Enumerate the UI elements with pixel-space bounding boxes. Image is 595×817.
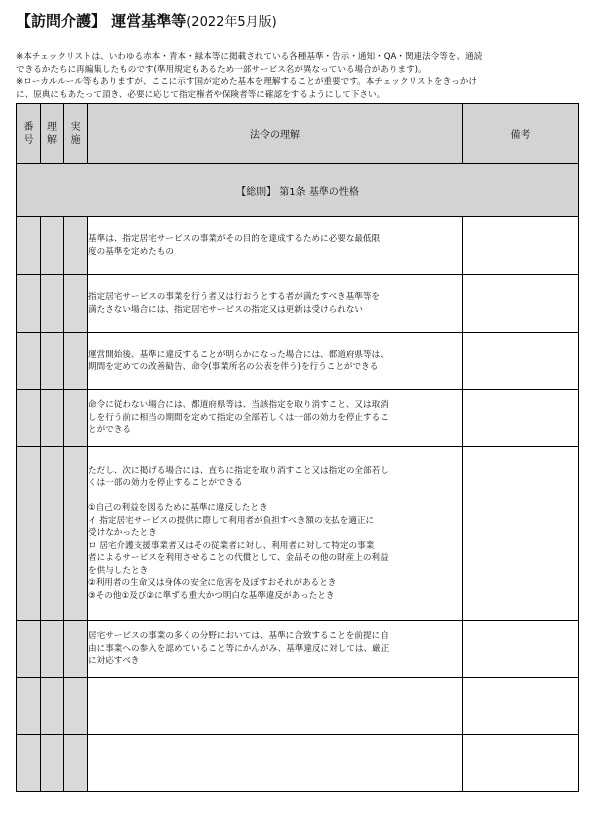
law-text-line: 満たさない場合には、指定居宅サービスの指定又は更新は受けられない (88, 304, 364, 315)
table-row (17, 735, 579, 792)
understanding-check-cell[interactable] (41, 447, 64, 621)
law-text-line: 者によるサービスを利用させることの代償として、金品その他の財産上の利益 (88, 553, 389, 564)
remarks-cell[interactable] (463, 217, 579, 275)
law-text-cell (88, 390, 463, 447)
understanding-check-cell[interactable] (41, 333, 64, 390)
implementation-check-cell[interactable] (64, 621, 88, 678)
law-text-line: とができる (88, 425, 131, 436)
law-text-line: 命令に従わない場合には、都道府県等は、当該指定を取り消すこと、又は取消 (88, 400, 389, 411)
law-text-line: に対応すべき (88, 656, 140, 667)
remarks-cell[interactable] (463, 275, 579, 333)
understanding-check-cell[interactable] (41, 390, 64, 447)
number-cell (17, 275, 41, 333)
section-row (17, 164, 579, 217)
remarks-cell[interactable] (463, 390, 579, 447)
understanding-check-cell[interactable] (41, 621, 64, 678)
law-text-line: ロ 居宅介護支援事業者又はその従業者に対し、利用者に対して特定の事業 (88, 540, 375, 551)
law-text-line: 運営開始後、基準に違反することが明らかになった場合には、都道府県等は、 (88, 349, 389, 360)
note-line: ※ローカルルール等もありますが、ここに示す国が定めた基本を理解することが重要です。本チェックリストをきっかけ (16, 77, 477, 88)
header-understanding: 理 解 (41, 104, 64, 164)
implementation-check-cell[interactable] (64, 275, 88, 333)
law-text-cell (88, 447, 463, 621)
law-text-line: 居宅サービスの事業の多くの分野においては、基準に合致することを前提に自 (88, 631, 389, 642)
header-law: 法令の理解 (88, 104, 463, 164)
understanding-check-cell[interactable] (41, 678, 64, 735)
law-text-line: 指定居宅サービスの事業を行う者又は行おうとする者が満たすべき基準等を (88, 292, 381, 302)
law-text-cell (88, 621, 463, 678)
implementation-check-cell[interactable] (64, 217, 88, 275)
law-text-line: ①自己の利益を図るために基準に違反したとき (88, 503, 268, 514)
remarks-cell[interactable] (463, 735, 579, 792)
law-text-cell (88, 678, 463, 735)
law-text-line: を供与したとき (88, 565, 149, 576)
law-text-line: ③その他①及び②に準ずる重大かつ明白な基準違反があったとき (88, 590, 335, 601)
note-line: できるかたちに再編集したものです(準用規定もあるため一部サービス名が異なっている場合があります)。 (16, 64, 427, 75)
number-cell (17, 447, 41, 621)
implementation-check-cell[interactable] (64, 390, 88, 447)
table-row (17, 275, 579, 333)
understanding-check-cell[interactable] (41, 217, 64, 275)
implementation-check-cell[interactable] (64, 447, 88, 621)
section-title: 【総則】 第1条 基準の性格 (17, 164, 579, 217)
law-text-line: 期間を定めての改善勧告、命令(事業所名の公表を伴う)を行うことができる (88, 362, 379, 372)
remarks-cell[interactable] (463, 447, 579, 621)
title-text: 【訪問介護】 運営基準等 (16, 12, 187, 30)
number-cell (17, 217, 41, 275)
remarks-cell[interactable] (463, 333, 579, 390)
law-text-line: イ 指定居宅サービスの提供に際して利用者が負担すべき額の支払を適正に (88, 515, 375, 526)
law-text-line: ただし、次に掲げる場合には、直ちに指定を取り消すこと又は指定の全部若し (88, 465, 389, 476)
understanding-check-cell[interactable] (41, 275, 64, 333)
law-text-cell (88, 333, 463, 390)
header-remarks: 備考 (463, 104, 579, 164)
table-row (17, 447, 579, 621)
law-text-line: 由に事業への参入を認めていること等にかんがみ、基準違反に対しては、厳正 (88, 643, 390, 654)
checklist-table (16, 103, 579, 792)
law-text-line: しを行う前に相当の期間を定めて指定の全部若しくは一部の効力を停止するこ (88, 412, 389, 423)
law-text-line: 度の基準を定めたもの (88, 246, 174, 257)
number-cell (17, 735, 41, 792)
header-implementation: 実 施 (64, 104, 88, 164)
number-cell (17, 621, 41, 678)
version-label: (2022年5月版) (186, 15, 277, 30)
remarks-cell[interactable] (463, 678, 579, 735)
law-text-line (88, 490, 462, 503)
law-text-cell (88, 217, 463, 275)
table-header-row (17, 104, 579, 164)
implementation-check-cell[interactable] (64, 333, 88, 390)
table-row (17, 678, 579, 735)
header-number: 番 号 (17, 104, 41, 164)
table-row (17, 390, 579, 447)
law-text-cell (88, 275, 463, 333)
remarks-cell[interactable] (463, 621, 579, 678)
law-text-line: 基準は、指定居宅サービスの事業がその目的を達成するために必要な最低限 (88, 234, 381, 244)
law-text-line: 受けなかったとき (88, 528, 157, 539)
law-text-line: くは一部の効力を停止することができる (88, 478, 243, 489)
note-line: に、原典にもあたって頂き、必要に応じて指定権者や保険者等に確認をするようにして下さい。 (16, 89, 386, 100)
number-cell (17, 678, 41, 735)
notes-block (16, 51, 581, 101)
understanding-check-cell[interactable] (41, 735, 64, 792)
law-text-cell (88, 735, 463, 792)
table-row (17, 217, 579, 275)
table-row (17, 621, 579, 678)
note-line: ※本チェックリストは、いわゆる赤本・青本・緑本等に掲載されている各種基準・告示・通知・QA・関連法令等を、通読 (16, 52, 483, 62)
implementation-check-cell[interactable] (64, 735, 88, 792)
implementation-check-cell[interactable] (64, 678, 88, 735)
number-cell (17, 333, 41, 390)
table-row (17, 333, 579, 390)
document-title (16, 10, 277, 31)
law-text-line: ②利用者の生命又は身体の安全に危害を及ぼすおそれがあるとき (88, 578, 337, 589)
number-cell (17, 390, 41, 447)
